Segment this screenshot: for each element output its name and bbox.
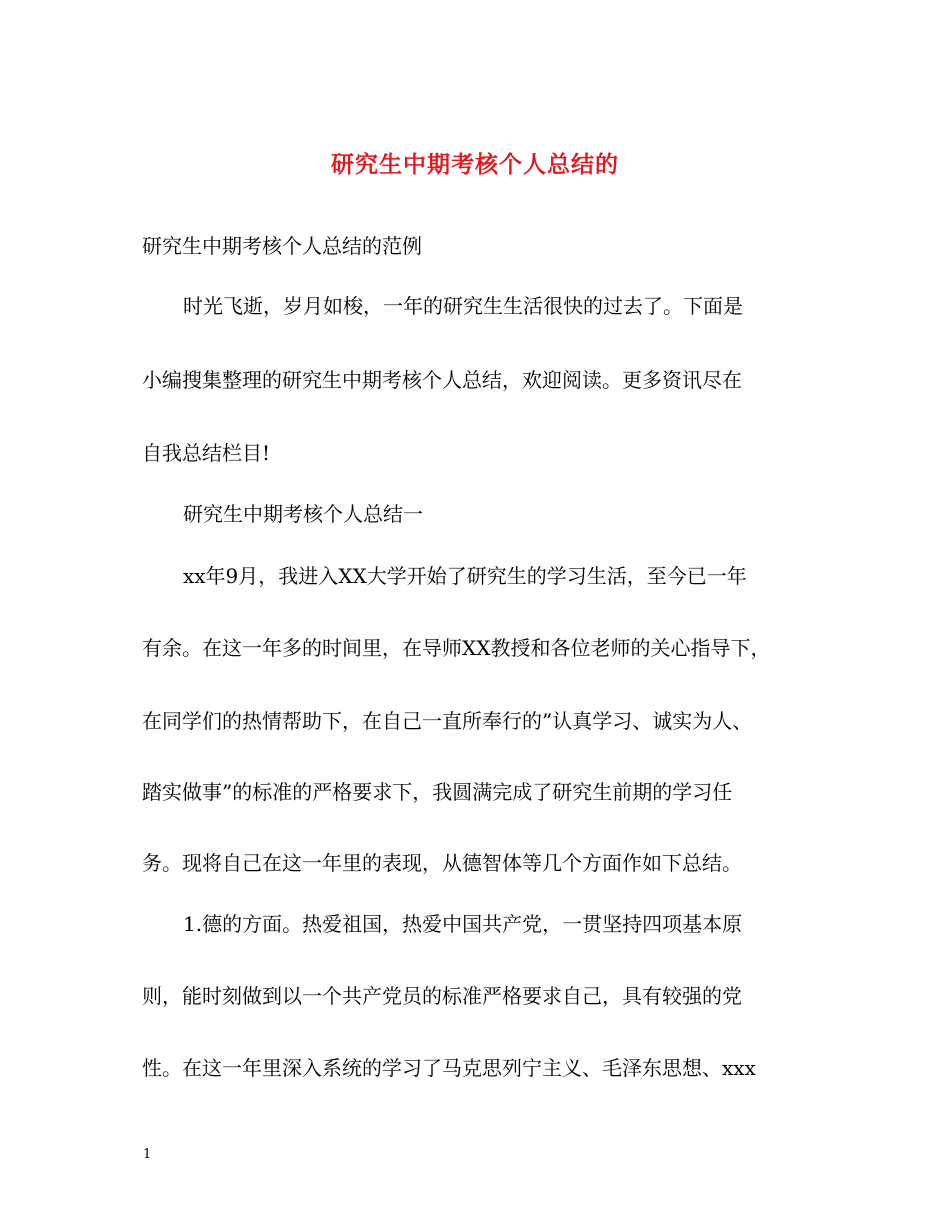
- paragraph-line: 研究生中期考核个人总结一: [183, 502, 423, 526]
- paragraph-line: 踏实做事”的标准的严格要求下，我圆满完成了研究生前期的学习任: [142, 780, 733, 804]
- document-title: 研究生中期考核个人总结的: [331, 151, 619, 178]
- paragraph-line: 性。在这一年里深入系统的学习了马克思列宁主义、毛泽东思想、xxx: [142, 1056, 756, 1080]
- paragraph-line: 则，能时刻做到以一个共产党员的标准严格要求自己，具有较强的党: [142, 984, 742, 1008]
- paragraph-line: 有余。在这一年多的时间里，在导师XX教授和各位老师的关心指导下，: [142, 636, 771, 660]
- paragraph-line: 自我总结栏目!: [142, 441, 271, 465]
- paragraph-line: 在同学们的热情帮助下，在自己一直所奉行的”认真学习、诚实为人、: [142, 709, 753, 733]
- paragraph-line: xx年9月，我进入XX大学开始了研究生的学习生活，至今已一年: [183, 564, 747, 588]
- page-number: 1: [143, 1147, 152, 1162]
- paragraph-line: 小编搜集整理的研究生中期考核个人总结，欢迎阅读。更多资讯尽在: [142, 368, 742, 392]
- paragraph-line: 1.德的方面。热爱祖国，热爱中国共产党，一贯坚持四项基本原: [183, 912, 743, 936]
- paragraph-line: 务。现将自己在这一年里的表现，从德智体等几个方面作如下总结。: [142, 851, 742, 875]
- paragraph-line: 时光飞逝，岁月如梭，一年的研究生生活很快的过去了。下面是: [183, 294, 743, 318]
- paragraph-line: 研究生中期考核个人总结的范例: [142, 234, 422, 258]
